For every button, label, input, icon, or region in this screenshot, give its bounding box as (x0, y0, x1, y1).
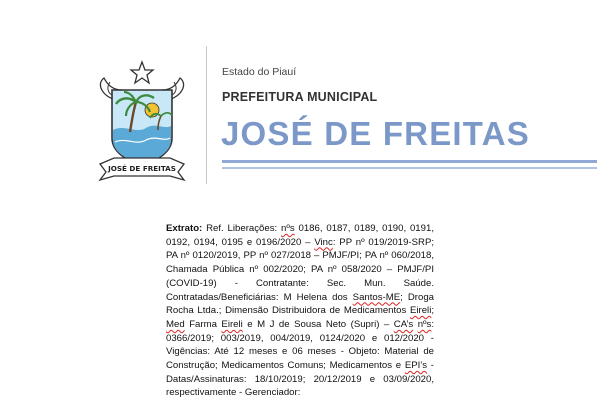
extract-label: Extrato: (166, 223, 203, 234)
spellcheck-flagged-word: Eireli (410, 305, 432, 317)
header-rule-bottom (222, 167, 597, 169)
state-name: Estado do Piauí (222, 66, 297, 78)
extract-text-segment: : 0366/2019; 003/2019, 004/2019, 0124/2020 e 012/2020 - Vigências: Até 12 meses e 06 meses - Objeto: Material de Construção; Medicamentos Comuns; Medicamentos e (166, 318, 434, 372)
spellcheck-flagged-word: nºs (281, 223, 295, 234)
extract-text-segment: : PP nº 019/2019-SRP; PA nº 0120/2019, PP nº 027/2018 – PMJF/PI; PA nº 060/2018, Chamada Pública nº 002/2020; PA nº 058/2020 – PMJF/PI (COVID-19) - Contratante: Sec. Mun. Saúde. Contratadas/Beneficiárias: M Helena dos (166, 236, 435, 303)
spellcheck-flagged-word: CA’s (393, 318, 414, 330)
municipal-crest-icon (92, 60, 192, 185)
spellcheck-flagged-word: Eireli (221, 318, 243, 330)
spellcheck-flagged-word: EPI’s (404, 360, 428, 372)
extract-text-segment: ; Droga Rocha Ltda.; Dimensão Distribuidora de Medicamentos (166, 291, 435, 317)
spellcheck-flagged-word: Santos-ME (352, 291, 401, 303)
extract-body (166, 223, 434, 398)
extract-paragraph (166, 222, 434, 400)
office-title: PREFEITURA MUNICIPAL (222, 90, 378, 104)
header-divider (206, 46, 207, 184)
city-title: JOSÉ DE FREITAS (221, 115, 530, 152)
extract-text-segment: e M J de Sousa Neto (Supri) – (242, 318, 394, 330)
spellcheck-flagged-word: Med (166, 318, 185, 330)
header-rule (222, 160, 597, 169)
extract-text-segment: 0186, 0187, 0189, 0190, 0191, 0192, 0194, 0195 e 0196/2020 – (166, 223, 434, 248)
header-rule-top (222, 160, 597, 163)
extract-text-segment: - Datas/Assinaturas: 18/10/2019; 20/12/2019 e 03/09/2020, respectivamente - Gerenciador: (166, 360, 434, 399)
spellcheck-flagged-word: nºs (417, 318, 432, 330)
spellcheck-flagged-word: Vinc (314, 236, 333, 248)
svg-text:JOSÉ DE FREITAS: JOSÉ DE FREITAS (108, 164, 176, 173)
extract-text-segment: ; (431, 305, 434, 317)
extract-text-segment: Ref. Liberações: (202, 223, 282, 234)
extract-text-segment: Farma (184, 318, 222, 330)
